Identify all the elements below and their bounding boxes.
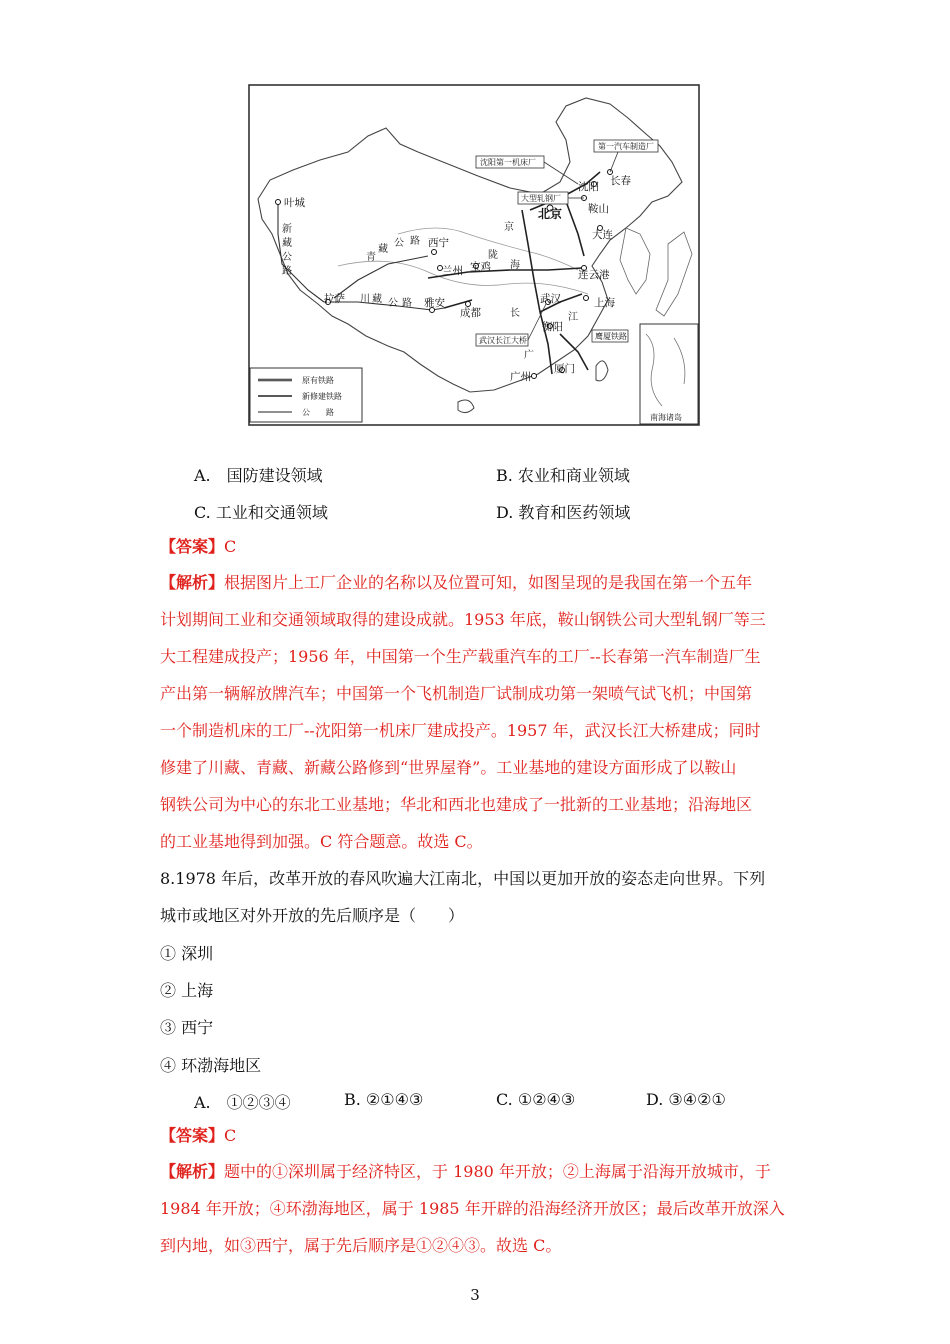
label-first-auto: 第一汽车制造厂: [598, 142, 654, 151]
city-chengdu: 成都: [460, 307, 481, 319]
q8-item: ④ 环渤海地区: [160, 1056, 262, 1075]
city-xining: 西宁: [428, 237, 449, 249]
svg-text:陇: 陇: [488, 250, 498, 261]
svg-text:广: 广: [524, 350, 534, 361]
q8-answer: 【答案】C: [160, 1126, 237, 1145]
city-shenyang: 沈阳: [578, 181, 599, 193]
china-map-figure: [248, 84, 700, 426]
svg-text:路: 路: [402, 298, 412, 309]
q7-option-d: D. 教育和医药领域: [496, 503, 631, 522]
svg-text:南海诸岛: 南海诸岛: [650, 413, 682, 422]
svg-text:公: 公: [394, 238, 404, 249]
q7-explanation-line: 钢铁公司为中心的东北工业基地；华北和西北也建成了一批新的工业基地；沿海地区: [160, 795, 753, 814]
svg-text:藏: 藏: [372, 294, 382, 305]
city-hengyang: 衡阳: [542, 321, 563, 333]
city-dalian: 大连: [592, 229, 613, 241]
city-baoji: 宝鸡: [470, 261, 491, 273]
q7-option-c: C. 工业和交通领域: [194, 503, 328, 522]
svg-text:青: 青: [366, 252, 376, 263]
city-guangzhou: 广州: [510, 371, 531, 383]
q7-explanation-line: 的工业基地得到加强。C 符合题意。故选 C。: [160, 832, 483, 851]
svg-text:海: 海: [510, 260, 520, 271]
city-anshan: 鞍山: [588, 203, 609, 215]
svg-text:川: 川: [360, 294, 370, 305]
svg-text:长: 长: [510, 308, 520, 319]
label-yingxia: 鹰厦铁路: [595, 332, 627, 341]
city-lanzhou: 兰州: [442, 265, 463, 277]
map-legend: [250, 368, 362, 422]
q8-option-b: B. ②①④③: [344, 1090, 424, 1109]
svg-text:路: 路: [410, 236, 420, 247]
page-number: 3: [470, 1286, 480, 1304]
q8-item: ① 深圳: [160, 944, 214, 963]
label-rolling-mill: 大型轧钢厂: [521, 194, 561, 203]
q7-explanation-line: 计划期间工业和交通领域取得的建设成就。1953 年底，鞍山钢铁公司大型轧钢厂等三: [160, 610, 766, 629]
svg-text:藏: 藏: [282, 238, 292, 249]
q7-option-a: A. 国防建设领域: [194, 466, 323, 485]
q8-stem: 8.1978 年后，改革开放的春风吹遍大江南北，中国以更加开放的姿态走向世界。下列: [160, 869, 766, 888]
svg-text:江: 江: [568, 312, 578, 323]
q8-item: ② 上海: [160, 981, 214, 1000]
q7-explanation-line: 大工程建成投产；1956 年，中国第一个生产载重汽车的工厂--长春第一汽车制造厂生: [160, 647, 761, 666]
svg-text:新: 新: [282, 224, 292, 235]
city-changchun: 长春: [610, 175, 631, 187]
q7-option-b: B. 农业和商业领域: [496, 466, 630, 485]
label-wuhan-bridge: 武汉长江大桥: [479, 336, 527, 345]
label-shenyang-machine: 沈阳第一机床厂: [480, 158, 536, 167]
city-yaan: 雅安: [424, 297, 445, 309]
svg-text:藏: 藏: [378, 244, 388, 255]
city-wuhan: 武汉: [540, 293, 561, 305]
q7-explanation-line: 修建了川藏、青藏、新藏公路修到“世界屋脊”。工业基地的建设方面形成了以鞍山: [160, 758, 737, 777]
svg-text:京: 京: [504, 222, 514, 233]
q7-explanation-line: 产出第一辆解放牌汽车；中国第一个飞机制造厂试制成功第一架喷气试飞机；中国第: [160, 684, 753, 703]
city-lianyungang: 连云港: [578, 269, 610, 281]
city-beijing: 北京: [538, 207, 563, 221]
svg-text:公: 公: [388, 298, 398, 309]
city-xiamen: 厦门: [554, 363, 575, 375]
q8-stem: 城市或地区对外开放的先后顺序是（ ）: [160, 906, 465, 925]
q8-explanation-line: 1984 年开放；④环渤海地区，属于 1985 年开辟的沿海经济开放区；最后改革开放深入: [160, 1199, 785, 1218]
q7-explanation-line: 一个制造机床的工厂--沈阳第一机床厂建成投产。1957 年，武汉长江大桥建成；同时: [160, 721, 761, 740]
q7-answer: 【答案】C: [160, 537, 237, 556]
q8-explanation-line: 【解析】题中的①深圳属于经济特区，于 1980 年开放；②上海属于沿海开放城市，于: [160, 1162, 771, 1181]
svg-text:原有铁路: 原有铁路: [302, 376, 334, 385]
svg-text:公 路: 公 路: [302, 408, 334, 417]
q7-explanation-line: 【解析】根据图片上工厂企业的名称以及位置可知，如图呈现的是我国在第一个五年: [160, 573, 753, 592]
q8-explanation-line: 到内地，如③西宁，属于先后顺序是①②④③。故选 C。: [160, 1236, 562, 1255]
city-lasa: 拉萨: [324, 293, 345, 305]
svg-text:公: 公: [282, 252, 292, 263]
south-china-sea-inset: [640, 324, 698, 424]
q8-option-d: D. ③④②①: [646, 1090, 726, 1109]
q8-item: ③ 西宁: [160, 1018, 214, 1037]
q8-option-a: A. ①②③④: [194, 1093, 291, 1112]
svg-text:路: 路: [282, 266, 292, 277]
city-shanghai: 上海: [594, 297, 615, 309]
q8-option-c: C. ①②④③: [496, 1090, 576, 1109]
city-yecheng: 叶城: [284, 197, 305, 209]
svg-text:新修建铁路: 新修建铁路: [302, 392, 342, 401]
